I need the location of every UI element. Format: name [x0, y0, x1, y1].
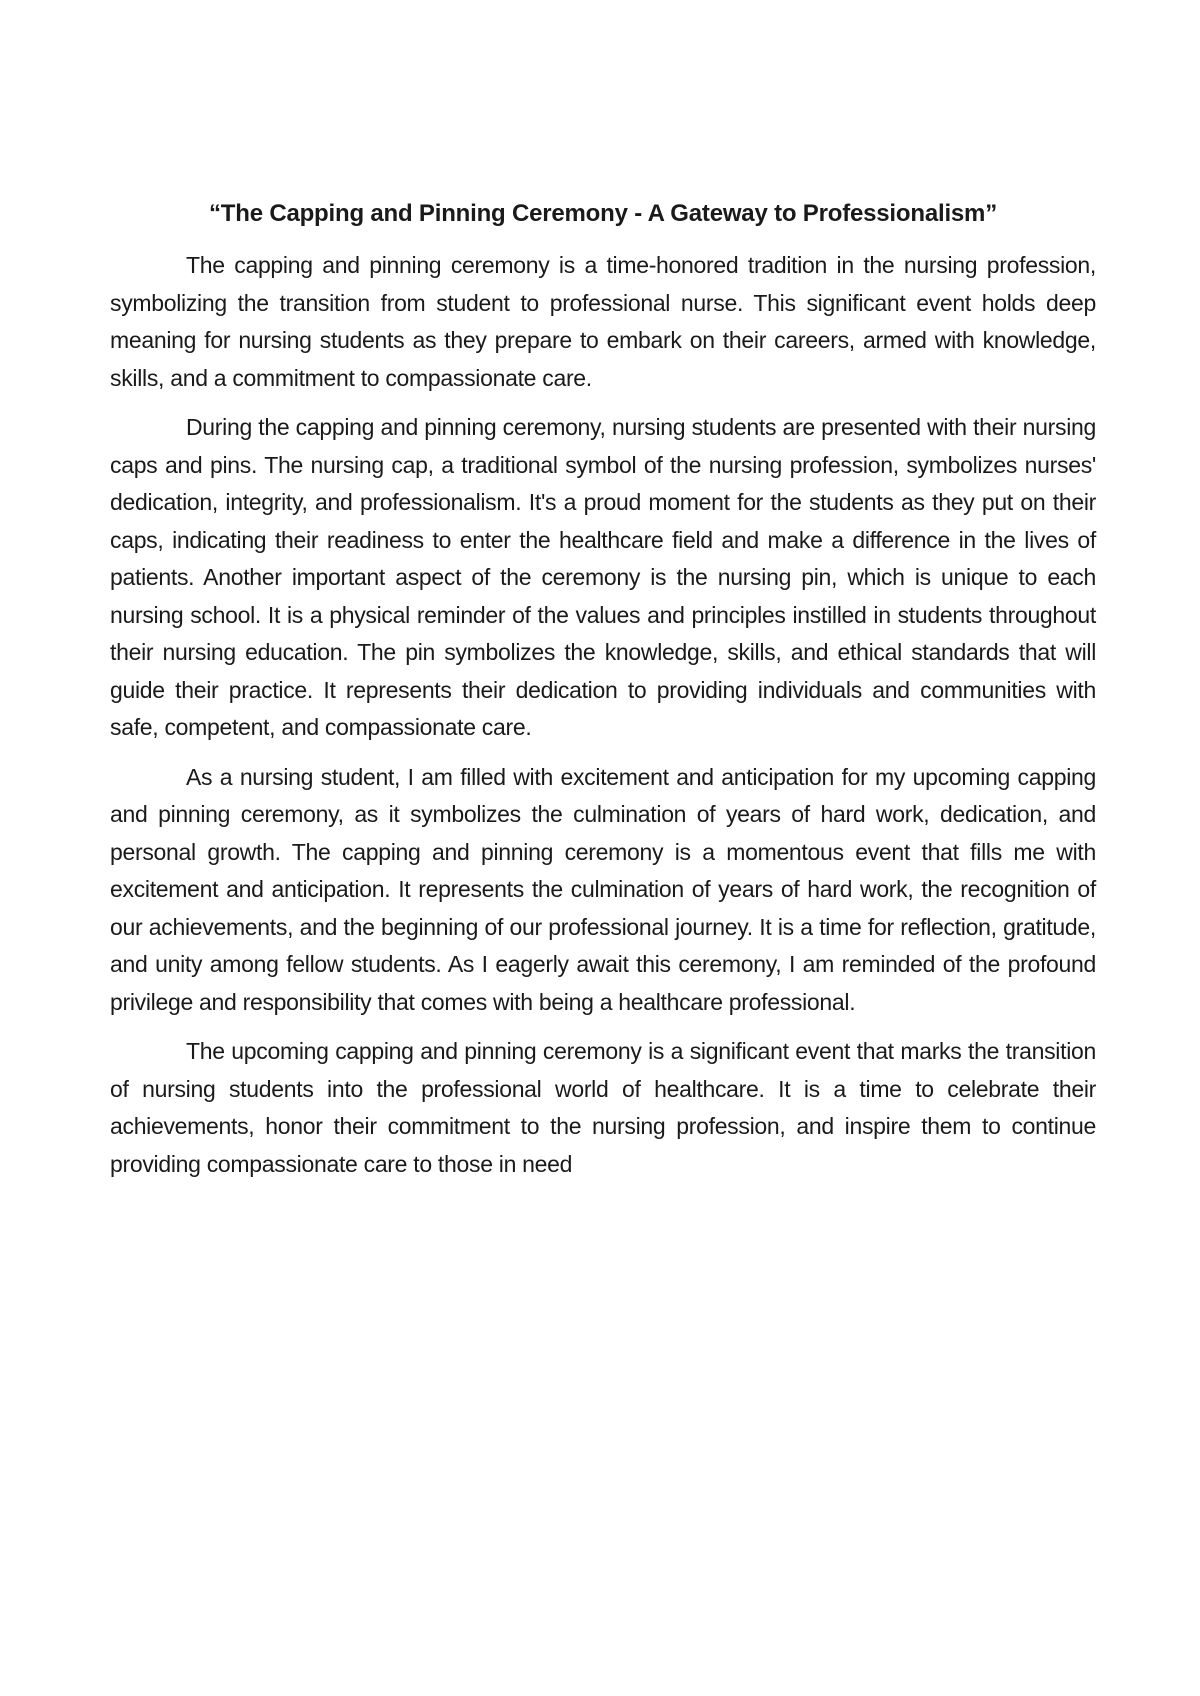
document-title: “The Capping and Pinning Ceremony - A Gateway to Professionalism” [208, 200, 997, 227]
document-body [110, 195, 1096, 1195]
paragraph-conclusion: The upcoming capping and pinning ceremony is a significant event that marks the transition of nursing students into the professional world of healthcare. It is a time to celebrate their achievements, honor their commitment to the nursing profession, and inspire them to continue providing compassionate care to those in need [110, 1038, 1096, 1177]
paragraph-personal-reflection: As a nursing student, I am filled with excitement and anticipation for my upcoming capping and pinning ceremony, as it symbolizes the culmination of years of hard work, dedication, and personal growth. The capping and pinning ceremony is a momentous event that fills me with excitement and anticipation. It represents the culmination of years of hard work, the recognition of our achievements, and the beginning of our professional journey. It is a time for reflection, gratitude, and unity among fellow students. As I eagerly await this ceremony, I am reminded of the profound privilege and responsibility that comes with being a healthcare professional. [110, 763, 1096, 1015]
paragraph-intro: The capping and pinning ceremony is a time-honored tradition in the nursing profession, symbolizing the transition from student to professional nurse. This significant event holds deep meaning for nursing students as they prepare to embark on their careers, armed with knowledge, skills, and a commitment to compassionate care. [110, 252, 1096, 391]
paragraph-ceremony-details: During the capping and pinning ceremony, nursing students are presented with their nursing caps and pins. The nursing cap, a traditional symbol of the nursing profession, symbolizes nurses' dedication, integrity, and professionalism. It's a proud moment for the students as they put on their caps, indicating their readiness to enter the healthcare field and make a difference in the lives of patients. Another important aspect of the ceremony is the nursing pin, which is unique to each nursing school. It is a physical reminder of the values and principles instilled in students throughout their nursing education. The pin symbolizes the knowledge, skills, and ethical standards that will guide their practice. It represents their dedication to providing individuals and communities with safe, competent, and compassionate care. [110, 414, 1096, 740]
